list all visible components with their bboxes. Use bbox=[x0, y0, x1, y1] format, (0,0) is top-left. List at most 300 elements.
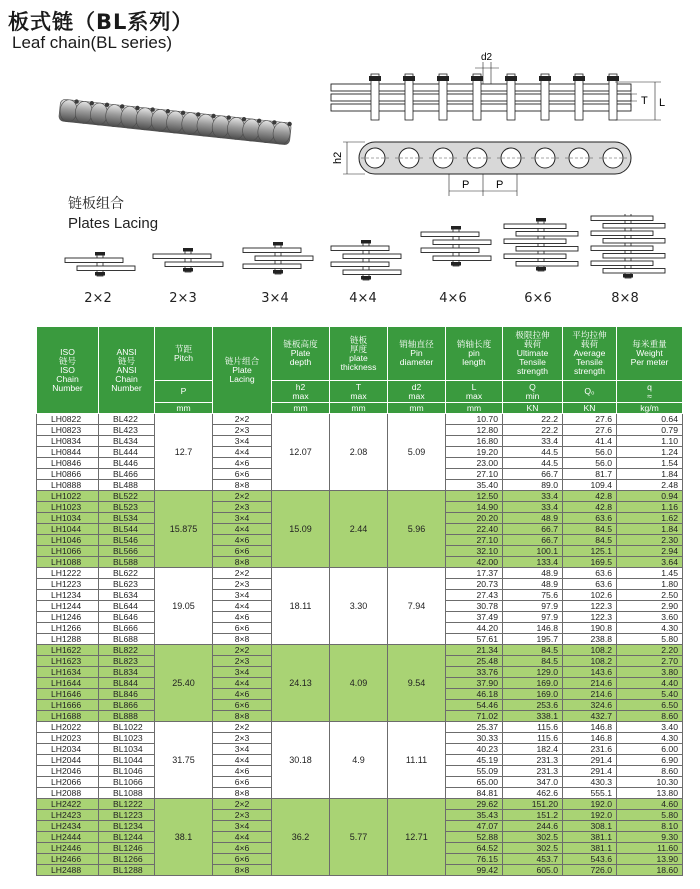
pin-length-cell: 35.43 bbox=[446, 810, 503, 821]
average-strength-cell: 192.0 bbox=[563, 810, 617, 821]
weight-cell: 2.30 bbox=[617, 535, 683, 546]
ultimate-strength-cell: 347.0 bbox=[503, 777, 563, 788]
pin-length-cell: 12.80 bbox=[446, 425, 503, 436]
ansi-number: BL423 bbox=[99, 425, 155, 436]
header-cn: 节距 bbox=[174, 343, 193, 354]
plate-depth-cell: 12.07 bbox=[272, 414, 330, 491]
lacing-cell: 8×8 bbox=[213, 480, 272, 491]
ultimate-strength-cell: 151.2 bbox=[503, 810, 563, 821]
pin-length-cell: 99.42 bbox=[446, 865, 503, 876]
pin-diameter-cell: 5.96 bbox=[388, 491, 446, 568]
ultimate-strength-cell: 253.6 bbox=[503, 700, 563, 711]
ansi-number: BL1288 bbox=[99, 865, 155, 876]
average-strength-cell: 102.6 bbox=[563, 590, 617, 601]
weight-cell: 1.62 bbox=[617, 513, 683, 524]
lacing-heading-english: Plates Lacing bbox=[68, 215, 159, 232]
weight-cell: 1.16 bbox=[617, 502, 683, 513]
ultimate-strength-cell: 231.3 bbox=[503, 755, 563, 766]
iso-number: LH2446 bbox=[37, 843, 99, 854]
ansi-number: BL446 bbox=[99, 458, 155, 469]
weight-cell: 0.94 bbox=[617, 491, 683, 502]
column-header bbox=[155, 327, 213, 381]
lacing-diagram bbox=[243, 242, 313, 274]
lacing-cell: 2×2 bbox=[213, 799, 272, 810]
header-cn: 销轴直径 bbox=[399, 339, 434, 349]
ultimate-strength-cell: 133.4 bbox=[503, 557, 563, 568]
average-strength-cell: 291.4 bbox=[563, 766, 617, 777]
pin-length-cell: 17.37 bbox=[446, 568, 503, 579]
column-header bbox=[446, 327, 503, 381]
lacing-cell: 8×8 bbox=[213, 788, 272, 799]
ultimate-strength-cell: 231.3 bbox=[503, 766, 563, 777]
lacing-cell: 4×4 bbox=[213, 678, 272, 689]
ultimate-strength-cell: 66.7 bbox=[503, 469, 563, 480]
weight-cell: 1.45 bbox=[617, 568, 683, 579]
weight-cell: 8.60 bbox=[617, 766, 683, 777]
average-strength-cell: 430.3 bbox=[563, 777, 617, 788]
ansi-number: BL866 bbox=[99, 700, 155, 711]
ansi-number: BL522 bbox=[99, 491, 155, 502]
pin-head bbox=[607, 76, 619, 81]
average-strength-cell: 81.7 bbox=[563, 469, 617, 480]
header-cn: 极限拉伸 载荷 bbox=[515, 330, 550, 349]
column-header bbox=[388, 327, 446, 381]
plate-thickness-cell: 3.30 bbox=[330, 568, 388, 645]
ultimate-strength-cell: 129.0 bbox=[503, 667, 563, 678]
ultimate-strength-cell: 33.4 bbox=[503, 436, 563, 447]
lacing-cell: 6×6 bbox=[213, 700, 272, 711]
t-label: T bbox=[641, 95, 648, 107]
header-unit: KN bbox=[503, 403, 563, 414]
plate-depth-cell: 36.2 bbox=[272, 799, 330, 876]
iso-number: LH1246 bbox=[37, 612, 99, 623]
iso-number: LH2423 bbox=[37, 810, 99, 821]
header-symbol: d2 max bbox=[388, 381, 446, 403]
average-strength-cell: 726.0 bbox=[563, 865, 617, 876]
header-symbol: Q₀ bbox=[563, 381, 617, 403]
iso-number: LH2444 bbox=[37, 832, 99, 843]
average-strength-cell: 214.6 bbox=[563, 678, 617, 689]
lacing-cell: 4×6 bbox=[213, 535, 272, 546]
lacing-diagram bbox=[421, 226, 491, 266]
weight-cell: 0.64 bbox=[617, 414, 683, 425]
header-unit: kg/m bbox=[617, 403, 683, 414]
average-strength-cell: 125.1 bbox=[563, 546, 617, 557]
pin-length-cell: 21.34 bbox=[446, 645, 503, 656]
pin-length-cell: 22.40 bbox=[446, 524, 503, 535]
pin-head bbox=[403, 76, 415, 81]
ansi-number: BL1034 bbox=[99, 744, 155, 755]
header-en: Pin diameter bbox=[399, 348, 434, 367]
lacing-cell: 2×3 bbox=[213, 810, 272, 821]
l-label: L bbox=[659, 97, 666, 109]
lacing-cell: 4×6 bbox=[213, 612, 272, 623]
pin-length-cell: 47.07 bbox=[446, 821, 503, 832]
pin-length-cell: 40.23 bbox=[446, 744, 503, 755]
header-unit: KN bbox=[563, 403, 617, 414]
ultimate-strength-cell: 44.5 bbox=[503, 447, 563, 458]
weight-cell: 5.80 bbox=[617, 634, 683, 645]
average-strength-cell: 84.5 bbox=[563, 535, 617, 546]
weight-cell: 2.20 bbox=[617, 645, 683, 656]
ultimate-strength-cell: 33.4 bbox=[503, 491, 563, 502]
iso-number: LH0823 bbox=[37, 425, 99, 436]
ultimate-strength-cell: 66.7 bbox=[503, 524, 563, 535]
average-strength-cell: 109.4 bbox=[563, 480, 617, 491]
average-strength-cell: 238.8 bbox=[563, 634, 617, 645]
iso-number: LH1223 bbox=[37, 579, 99, 590]
chain-top-view bbox=[331, 74, 631, 120]
average-strength-cell: 146.8 bbox=[563, 722, 617, 733]
lacing-cell: 2×3 bbox=[213, 579, 272, 590]
pin-length-cell: 16.80 bbox=[446, 436, 503, 447]
plate-depth-cell: 15.09 bbox=[272, 491, 330, 568]
pin-length-cell: 14.90 bbox=[446, 502, 503, 513]
weight-cell: 13.90 bbox=[617, 854, 683, 865]
pin-length-cell: 45.19 bbox=[446, 755, 503, 766]
pin-diameter-cell: 7.94 bbox=[388, 568, 446, 645]
lacing-cell: 3×4 bbox=[213, 590, 272, 601]
average-strength-cell: 169.5 bbox=[563, 557, 617, 568]
weight-cell: 1.24 bbox=[617, 447, 683, 458]
pin-length-cell: 71.02 bbox=[446, 711, 503, 722]
column-header bbox=[503, 327, 563, 381]
iso-number: LH1644 bbox=[37, 678, 99, 689]
header-symbol: L max bbox=[446, 381, 503, 403]
pin-length-cell: 64.52 bbox=[446, 843, 503, 854]
header-cn: 链板高度 bbox=[283, 339, 318, 349]
pitch-cell: 15.875 bbox=[155, 491, 213, 568]
lacing-cell: 8×8 bbox=[213, 557, 272, 568]
weight-cell: 2.70 bbox=[617, 656, 683, 667]
ultimate-strength-cell: 22.2 bbox=[503, 425, 563, 436]
average-strength-cell: 27.6 bbox=[563, 414, 617, 425]
average-strength-cell: 291.4 bbox=[563, 755, 617, 766]
plate-thickness-cell: 4.9 bbox=[330, 722, 388, 799]
average-strength-cell: 63.6 bbox=[563, 568, 617, 579]
ultimate-strength-cell: 48.9 bbox=[503, 513, 563, 524]
pin-length-cell: 35.40 bbox=[446, 480, 503, 491]
lacing-diagram bbox=[331, 240, 401, 280]
iso-number: LH2046 bbox=[37, 766, 99, 777]
iso-number: LH1023 bbox=[37, 502, 99, 513]
pitch-label-1: P bbox=[462, 179, 470, 191]
iso-number: LH2044 bbox=[37, 755, 99, 766]
ansi-number: BL434 bbox=[99, 436, 155, 447]
weight-cell: 0.79 bbox=[617, 425, 683, 436]
ultimate-strength-cell: 146.8 bbox=[503, 623, 563, 634]
ansi-number: BL834 bbox=[99, 667, 155, 678]
pin-length-cell: 27.10 bbox=[446, 535, 503, 546]
lacing-cell: 3×4 bbox=[213, 513, 272, 524]
weight-cell: 5.80 bbox=[617, 810, 683, 821]
pin-length-cell: 57.61 bbox=[446, 634, 503, 645]
lacing-cell: 4×4 bbox=[213, 447, 272, 458]
weight-cell: 2.94 bbox=[617, 546, 683, 557]
iso-number: LH1222 bbox=[37, 568, 99, 579]
iso-number: LH1234 bbox=[37, 590, 99, 601]
h2-label: h2 bbox=[332, 151, 344, 164]
iso-number: LH0888 bbox=[37, 480, 99, 491]
weight-cell: 1.54 bbox=[617, 458, 683, 469]
table-row bbox=[37, 568, 683, 579]
header-en: Ultimate Tensile strength bbox=[516, 348, 549, 376]
average-strength-cell: 122.3 bbox=[563, 601, 617, 612]
weight-cell: 11.60 bbox=[617, 843, 683, 854]
weight-cell: 1.84 bbox=[617, 469, 683, 480]
pin-length-cell: 84.81 bbox=[446, 788, 503, 799]
pin-length-cell: 27.10 bbox=[446, 469, 503, 480]
ansi-number: BL1023 bbox=[99, 733, 155, 744]
ultimate-strength-cell: 338.1 bbox=[503, 711, 563, 722]
iso-number: LH2088 bbox=[37, 788, 99, 799]
ansi-number: BL846 bbox=[99, 689, 155, 700]
pin-head bbox=[369, 76, 381, 81]
pin-length-cell: 20.73 bbox=[446, 579, 503, 590]
weight-cell: 4.60 bbox=[617, 799, 683, 810]
lacing-cell: 4×6 bbox=[213, 843, 272, 854]
column-header bbox=[330, 327, 388, 381]
header-cn: 销轴长度 bbox=[456, 339, 492, 349]
iso-number: LH1046 bbox=[37, 535, 99, 546]
iso-number: LH1266 bbox=[37, 623, 99, 634]
lacing-cell: 3×4 bbox=[213, 667, 272, 678]
table-row bbox=[37, 722, 683, 733]
weight-cell: 3.80 bbox=[617, 667, 683, 678]
iso-number: LH1288 bbox=[37, 634, 99, 645]
header-symbol: h2 max bbox=[272, 381, 330, 403]
pin-length-cell: 23.00 bbox=[446, 458, 503, 469]
weight-cell: 9.30 bbox=[617, 832, 683, 843]
iso-number: LH2466 bbox=[37, 854, 99, 865]
ultimate-strength-cell: 84.5 bbox=[503, 645, 563, 656]
pin-diameter-cell: 12.71 bbox=[388, 799, 446, 876]
weight-cell: 3.60 bbox=[617, 612, 683, 623]
pitch-label-2: P bbox=[496, 179, 504, 191]
page-title-chinese: 板式链（BL系列） bbox=[8, 10, 194, 34]
iso-number: LH1688 bbox=[37, 711, 99, 722]
average-strength-cell: 214.6 bbox=[563, 689, 617, 700]
pin-head bbox=[471, 76, 483, 81]
pin-head bbox=[437, 76, 449, 81]
pin-length-cell: 32.10 bbox=[446, 546, 503, 557]
plate-thickness-cell: 2.44 bbox=[330, 491, 388, 568]
average-strength-cell: 231.6 bbox=[563, 744, 617, 755]
pitch-cell: 25.40 bbox=[155, 645, 213, 722]
header-cn: 平均拉伸 载荷 bbox=[572, 330, 607, 349]
average-strength-cell: 27.6 bbox=[563, 425, 617, 436]
average-strength-cell: 381.1 bbox=[563, 843, 617, 854]
pin-length-cell: 27.43 bbox=[446, 590, 503, 601]
average-strength-cell: 432.7 bbox=[563, 711, 617, 722]
ultimate-strength-cell: 97.9 bbox=[503, 612, 563, 623]
ultimate-strength-cell: 44.5 bbox=[503, 458, 563, 469]
ansi-number: BL466 bbox=[99, 469, 155, 480]
table-row bbox=[37, 645, 683, 656]
weight-cell: 4.30 bbox=[617, 733, 683, 744]
pin-diameter-cell: 9.54 bbox=[388, 645, 446, 722]
average-strength-cell: 42.8 bbox=[563, 502, 617, 513]
ansi-number: BL546 bbox=[99, 535, 155, 546]
header-en: plate thickness bbox=[340, 352, 377, 372]
plate-thickness-cell: 2.08 bbox=[330, 414, 388, 491]
column-header bbox=[37, 327, 99, 414]
ultimate-strength-cell: 84.5 bbox=[503, 656, 563, 667]
lacing-cell: 2×2 bbox=[213, 491, 272, 502]
weight-cell: 1.84 bbox=[617, 524, 683, 535]
plate-depth-cell: 24.13 bbox=[272, 645, 330, 722]
column-header bbox=[563, 327, 617, 381]
ultimate-strength-cell: 66.7 bbox=[503, 535, 563, 546]
plate-depth-cell: 18.11 bbox=[272, 568, 330, 645]
ultimate-strength-cell: 48.9 bbox=[503, 568, 563, 579]
pin-length-cell: 33.76 bbox=[446, 667, 503, 678]
pin-length-cell: 65.00 bbox=[446, 777, 503, 788]
weight-cell: 3.64 bbox=[617, 557, 683, 568]
lacing-cell: 2×2 bbox=[213, 414, 272, 425]
average-strength-cell: 143.6 bbox=[563, 667, 617, 678]
lacing-cell: 4×4 bbox=[213, 601, 272, 612]
iso-number: LH0822 bbox=[37, 414, 99, 425]
lacing-label: 8×8 bbox=[611, 291, 639, 306]
ansi-number: BL1046 bbox=[99, 766, 155, 777]
lacing-label: 6×6 bbox=[524, 291, 552, 306]
lacing-diagram bbox=[591, 214, 665, 278]
lacing-cell: 2×2 bbox=[213, 722, 272, 733]
weight-cell: 4.30 bbox=[617, 623, 683, 634]
ultimate-strength-cell: 22.2 bbox=[503, 414, 563, 425]
ansi-number: BL844 bbox=[99, 678, 155, 689]
plate-thickness-cell: 5.77 bbox=[330, 799, 388, 876]
ansi-number: BL822 bbox=[99, 645, 155, 656]
ansi-number: BL1044 bbox=[99, 755, 155, 766]
average-strength-cell: 63.6 bbox=[563, 579, 617, 590]
iso-number: LH2022 bbox=[37, 722, 99, 733]
average-strength-cell: 146.8 bbox=[563, 733, 617, 744]
ultimate-strength-cell: 75.6 bbox=[503, 590, 563, 601]
ansi-number: BL534 bbox=[99, 513, 155, 524]
iso-number: LH2066 bbox=[37, 777, 99, 788]
weight-cell: 2.90 bbox=[617, 601, 683, 612]
iso-number: LH2422 bbox=[37, 799, 99, 810]
pin-length-cell: 44.20 bbox=[446, 623, 503, 634]
pin-length-cell: 10.70 bbox=[446, 414, 503, 425]
header-en: Pitch bbox=[173, 352, 194, 363]
header-cn: 每米重量 bbox=[632, 339, 667, 349]
lacing-cell: 8×8 bbox=[213, 865, 272, 876]
leaf-chain-spec-table bbox=[36, 326, 683, 876]
header-unit: mm bbox=[155, 403, 213, 414]
ultimate-strength-cell: 605.0 bbox=[503, 865, 563, 876]
ansi-number: BL488 bbox=[99, 480, 155, 491]
average-strength-cell: 63.6 bbox=[563, 513, 617, 524]
average-strength-cell: 555.1 bbox=[563, 788, 617, 799]
iso-number: LH0834 bbox=[37, 436, 99, 447]
column-header bbox=[213, 327, 272, 414]
ultimate-strength-cell: 48.9 bbox=[503, 579, 563, 590]
header-symbol: T max bbox=[330, 381, 388, 403]
header-symbol: Q min bbox=[503, 381, 563, 403]
ultimate-strength-cell: 244.6 bbox=[503, 821, 563, 832]
average-strength-cell: 108.2 bbox=[563, 645, 617, 656]
iso-number: LH1646 bbox=[37, 689, 99, 700]
ansi-number: BL544 bbox=[99, 524, 155, 535]
pin-head bbox=[539, 76, 551, 81]
pin-diameter-cell: 5.09 bbox=[388, 414, 446, 491]
pin-diameter-cell: 11.11 bbox=[388, 722, 446, 799]
plate-depth-cell: 30.18 bbox=[272, 722, 330, 799]
ansi-number: BL888 bbox=[99, 711, 155, 722]
ansi-number: BL566 bbox=[99, 546, 155, 557]
ultimate-strength-cell: 89.0 bbox=[503, 480, 563, 491]
chain-side-view bbox=[359, 142, 631, 174]
lacing-cell: 2×3 bbox=[213, 733, 272, 744]
ansi-number: BL1022 bbox=[99, 722, 155, 733]
lacing-cell: 2×3 bbox=[213, 656, 272, 667]
header-symbol: P bbox=[155, 381, 213, 403]
average-strength-cell: 543.6 bbox=[563, 854, 617, 865]
chain-dimension-drawing bbox=[325, 48, 670, 200]
iso-number: LH0846 bbox=[37, 458, 99, 469]
weight-cell: 6.00 bbox=[617, 744, 683, 755]
lacing-label: 4×6 bbox=[439, 291, 467, 306]
ultimate-strength-cell: 462.6 bbox=[503, 788, 563, 799]
ultimate-strength-cell: 97.9 bbox=[503, 601, 563, 612]
header-en: Weight Per meter bbox=[630, 348, 669, 367]
lacing-cell: 6×6 bbox=[213, 623, 272, 634]
pin-length-cell: 54.46 bbox=[446, 700, 503, 711]
weight-cell: 3.40 bbox=[617, 722, 683, 733]
ansi-number: BL666 bbox=[99, 623, 155, 634]
ultimate-strength-cell: 195.7 bbox=[503, 634, 563, 645]
header-cn: 链板 厚度 bbox=[349, 334, 368, 354]
lacing-cell: 6×6 bbox=[213, 777, 272, 788]
ultimate-strength-cell: 100.1 bbox=[503, 546, 563, 557]
pin-length-cell: 52.88 bbox=[446, 832, 503, 843]
pitch-cell: 38.1 bbox=[155, 799, 213, 876]
iso-number: LH2023 bbox=[37, 733, 99, 744]
average-strength-cell: 41.4 bbox=[563, 436, 617, 447]
leaf-chain-photo bbox=[55, 95, 295, 150]
ansi-number: BL644 bbox=[99, 601, 155, 612]
ansi-number: BL1222 bbox=[99, 799, 155, 810]
weight-cell: 10.30 bbox=[617, 777, 683, 788]
lacing-cell: 6×6 bbox=[213, 546, 272, 557]
lacing-cell: 3×4 bbox=[213, 744, 272, 755]
lacing-cell: 4×6 bbox=[213, 689, 272, 700]
weight-cell: 6.90 bbox=[617, 755, 683, 766]
pitch-cell: 19.05 bbox=[155, 568, 213, 645]
pin-length-cell: 37.49 bbox=[446, 612, 503, 623]
iso-number: LH0866 bbox=[37, 469, 99, 480]
lacing-cell: 3×4 bbox=[213, 821, 272, 832]
header-en: Plate depth bbox=[289, 348, 312, 367]
ansi-number: BL1234 bbox=[99, 821, 155, 832]
ultimate-strength-cell: 182.4 bbox=[503, 744, 563, 755]
weight-cell: 8.60 bbox=[617, 711, 683, 722]
column-header bbox=[272, 327, 330, 381]
lacing-cell: 4×6 bbox=[213, 458, 272, 469]
ultimate-strength-cell: 302.5 bbox=[503, 843, 563, 854]
lacing-diagram bbox=[153, 248, 223, 272]
ansi-number: BL523 bbox=[99, 502, 155, 513]
iso-number: LH1044 bbox=[37, 524, 99, 535]
ansi-number: BL1223 bbox=[99, 810, 155, 821]
pin-length-cell: 20.20 bbox=[446, 513, 503, 524]
lacing-cell: 4×6 bbox=[213, 766, 272, 777]
ansi-number: BL646 bbox=[99, 612, 155, 623]
lacing-heading-chinese: 链板组合 bbox=[68, 196, 124, 212]
